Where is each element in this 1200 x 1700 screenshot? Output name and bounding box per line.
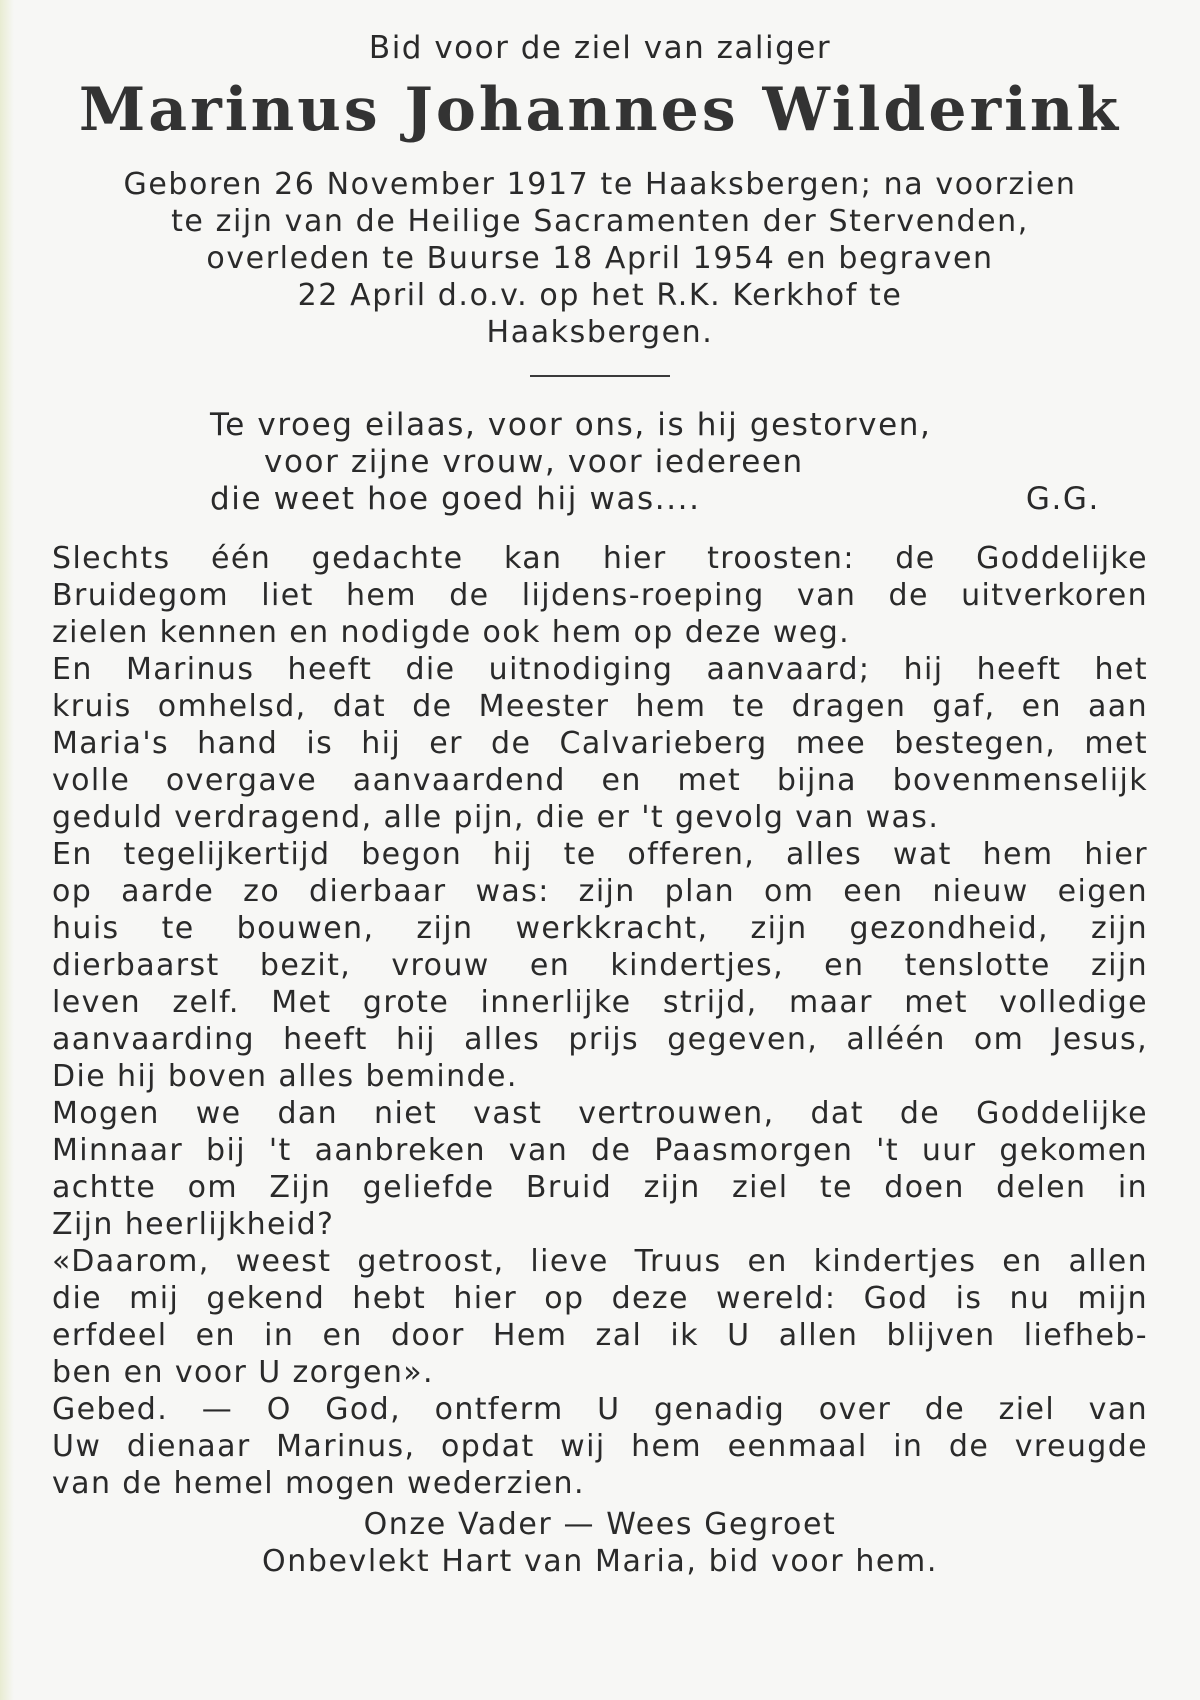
poem-signature: G.G.	[1025, 481, 1100, 517]
body-line: huis te bouwen, zijn werkkracht, zijn gezondheid, zijn	[52, 911, 1148, 946]
bio-line: Geboren 26 November 1917 te Haaksbergen; na voorzien	[123, 167, 1077, 202]
body-line: Maria's hand is hij er de Calvarieberg mee bestegen, met	[52, 726, 1148, 761]
body-line: En Marinus heeft die uitnodiging aanvaard; hij heeft het	[52, 652, 1148, 687]
body-line: die mij gekend hebt hier op deze wereld: God is nu mijn	[52, 1281, 1148, 1316]
bio-line: Haaksbergen.	[486, 315, 714, 350]
body-line: ben en voor U zorgen».	[52, 1355, 434, 1390]
body-line: volle overgave aanvaardend en met bijna bovenmenselijk	[52, 763, 1148, 798]
body-line: Slechts één gedachte kan hier troosten: de Goddelijke	[52, 541, 1148, 576]
body-line: Bruidegom liet hem de lijdens-roeping van de uitverkoren	[52, 578, 1148, 613]
body-line: Zijn heerlijkheid?	[52, 1207, 335, 1242]
body-line: erfdeel en in en door Hem zal ik U allen blijven liefheb-	[52, 1318, 1148, 1353]
bio-line: overleden te Buurse 18 April 1954 en begraven	[206, 241, 994, 276]
body-line: Mogen we dan niet vast vertrouwen, dat de Goddelijke	[52, 1096, 1148, 1131]
card-content	[52, 28, 1148, 1580]
body-line: van de hemel mogen wederzien.	[52, 1466, 585, 1501]
card-edge	[0, 0, 14, 1700]
bio-line: te zijn van de Heilige Sacramenten der Stervenden,	[171, 204, 1029, 239]
body-line: dierbaarst bezit, vrouw en kindertjes, en tenslotte zijn	[52, 948, 1148, 983]
body-line: aanvaarding heeft hij alles prijs gegeven, alléén om Jesus,	[52, 1022, 1148, 1057]
body-line: geduld verdragend, alle pijn, die er 't gevolg van was.	[52, 800, 940, 835]
body-line: leven zelf. Met grote innerlijke strijd, maar met volledige	[52, 985, 1148, 1020]
poem-line: voor zijne vrouw, voor iedereen	[264, 444, 804, 480]
body-line: Die hij boven alles beminde.	[52, 1059, 518, 1094]
poem	[52, 407, 1148, 522]
body-line: En tegelijkertijd begon hij te offeren, alles wat hem hier	[52, 837, 1148, 872]
divider-rule	[530, 375, 670, 377]
bio-line: 22 April d.o.v. op het R.K. Kerkhof te	[297, 278, 903, 313]
prayer-line: Onze Vader — Wees Gegroet	[363, 1507, 837, 1542]
deceased-name: Marinus Johannes Wilderink	[78, 75, 1122, 145]
body-line: «Daarom, weest getroost, lieve Truus en kindertjes en allen	[52, 1244, 1148, 1279]
body-line: kruis omhelsd, dat de Meester hem te dragen gaf, en aan	[52, 689, 1148, 724]
body-line: zielen kennen en nodigde ook hem op deze weg.	[52, 615, 851, 650]
invocation-line: Onbevlekt Hart van Maria, bid voor hem.	[262, 1544, 938, 1579]
closing-prayers	[52, 1506, 1148, 1580]
body-line: Uw dienaar Marinus, opdat wij hem eenmaal in de vreugde	[52, 1429, 1148, 1464]
body-text	[52, 540, 1148, 1502]
poem-line: die weet hoe goed hij was....	[210, 481, 701, 517]
poem-line: Te vroeg eilaas, voor ons, is hij gestorven,	[210, 407, 932, 443]
biography	[52, 166, 1148, 351]
body-line: op aarde zo dierbaar was: zijn plan om een nieuw eigen	[52, 874, 1148, 909]
body-line: Gebed. — O God, ontferm U genadig over de ziel van	[52, 1392, 1148, 1427]
body-line: achtte om Zijn geliefde Bruid zijn ziel te doen delen in	[52, 1170, 1148, 1205]
body-line: Minnaar bij 't aanbreken van de Paasmorgen 't uur gekomen	[52, 1133, 1148, 1168]
intro-line: Bid voor de ziel van zaliger	[368, 30, 832, 66]
